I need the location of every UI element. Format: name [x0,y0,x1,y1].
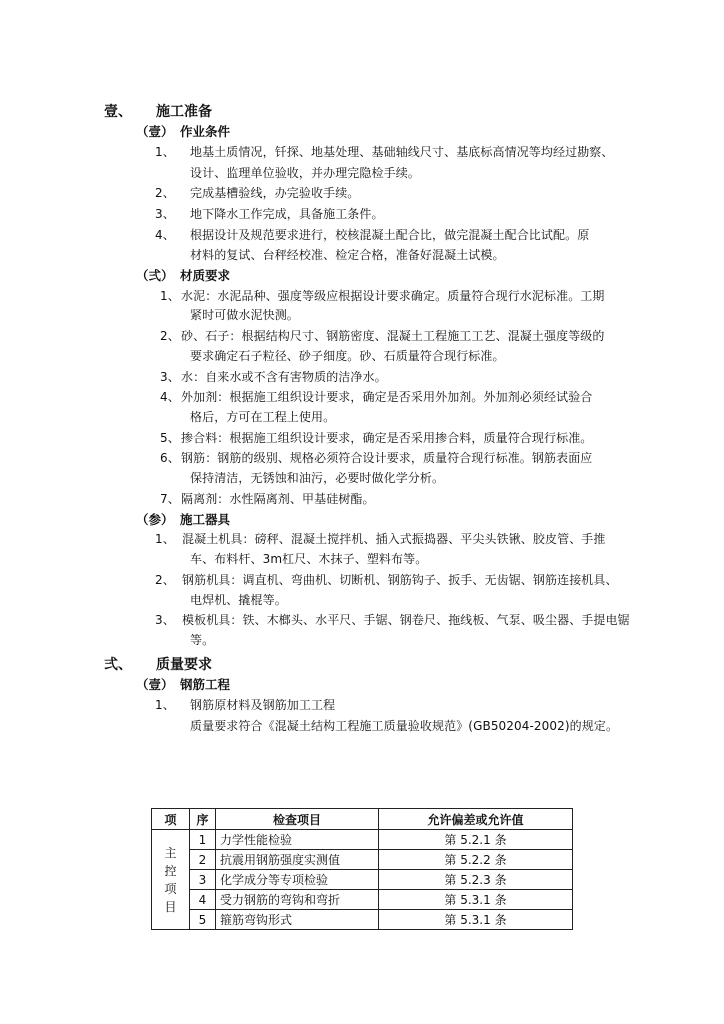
item-num: 1、 [155,532,175,546]
header-seq: 序 [190,809,216,830]
item-text: 紧时可做水泥快测。 [190,308,299,322]
header-category: 项 [152,809,190,830]
table-row [152,850,573,870]
subsection-num: （弍） [136,268,174,283]
item-text: 质量要求符合《混凝土结构工程施工质量验收规范》(GB50204-2002)的规定。 [190,719,619,733]
item-text: 地下降水工作完成，具备施工条件。 [190,207,384,221]
item-text: 砂、石子：根据结构尺寸、钢筋密度、混凝土工程施工工艺、混凝土强度等级的 [181,329,605,343]
item-num: 2、 [160,329,180,343]
item-text: 外加剂：根据施工组织设计要求，确定是否采用外加剂。外加剂必须经试验合 [181,390,593,404]
item-text: 钢筋机具：调直机、弯曲机、切断机、钢筋钩子、扳手、无齿锯、钢筋连接机具、 [182,573,618,587]
seq-cell: 4 [190,890,216,910]
item-cell: 力学性能检验 [216,830,379,850]
section-1-number: 壹、 [104,104,132,120]
item-num: 2、 [155,186,175,200]
item-text: 模板机具：铁、木榔头、水平尺、手锯、钢卷尺、拖线板、气泵、吸尘器、手提电锯 [182,613,630,627]
item-text: 格后，方可在工程上使用。 [190,410,336,424]
section-1-title: 施工准备 [156,104,212,120]
item-text: 水泥：水泥品种、强度等级应根据设计要求确定。质量符合现行水泥标准。工期 [181,289,605,303]
item-text: 混凝土机具：磅秤、混凝土搅拌机、插入式振捣器、平尖头铁锹、胶皮管、手推 [182,532,606,546]
item-num: 2、 [155,573,175,587]
subsection-title: 施工器具 [180,512,231,527]
item-text: 电焊机、撬棍等。 [190,593,287,607]
item-cell: 化学成分等专项检验 [216,870,379,890]
section-2-title: 质量要求 [156,657,212,673]
seq-cell: 5 [190,910,216,930]
value-cell: 第 5.2.2 条 [379,850,573,870]
seq-cell: 1 [190,830,216,850]
item-num: 4、 [160,390,180,404]
subsection-num: （壹） [136,124,174,139]
header-allowance: 允许偏差或允许值 [379,809,573,830]
value-cell: 第 5.2.3 条 [379,870,573,890]
item-num: 3、 [155,207,175,221]
item-text: 水：自来水或不含有害物质的洁净水。 [181,370,387,384]
section-2-number: 弍、 [104,657,132,673]
item-text: 等。 [190,633,215,647]
item-text: 根据设计及规范要求进行，校核混凝土配合比，做完混凝土配合比试配。原 [190,228,590,242]
item-text: 钢筋原材料及钢筋加工工程 [190,698,336,712]
item-text: 地基土质情况，钎探、地基处理、基础轴线尺寸、基底标高情况等均经过勘察、 [190,145,614,159]
value-cell: 第 5.2.1 条 [379,830,573,850]
group-label: 主控项目 [164,845,177,914]
seq-cell: 2 [190,850,216,870]
item-text: 钢筋：钢筋的级别、规格必须符合设计要求，质量符合现行标准。钢筋表面应 [181,451,593,465]
item-num: 4、 [155,228,175,242]
table-header-row [152,809,573,830]
value-cell: 第 5.3.1 条 [379,910,573,930]
item-cell: 箍筋弯钩形式 [216,910,379,930]
item-text: 材料的复试、台秤经校准、检定合格，准备好混凝土试模。 [190,248,505,262]
item-text: 保持清洁，无锈蚀和油污，必要时做化学分析。 [190,471,445,485]
table-row [152,830,573,850]
table-row [152,890,573,910]
subsection-num: （壹） [136,677,174,692]
item-num: 5、 [160,431,180,445]
table-row [152,870,573,890]
item-text: 掺合料：根据施工组织设计要求，确定是否采用掺合料，质量符合现行标准。 [181,431,593,445]
group-label-cell [152,830,190,930]
inspection-table [151,808,573,930]
subsection-title: 材质要求 [180,268,231,283]
item-num: 1、 [155,698,175,712]
subsection-title: 作业条件 [180,124,231,139]
subsection-num: （参） [136,512,174,527]
item-cell: 抗震用钢筋强度实测值 [216,850,379,870]
table-row [152,910,573,930]
item-text: 要求确定石子粒径、砂子细度。砂、石质量符合现行标准。 [190,349,505,363]
item-num: 1、 [160,289,180,303]
seq-cell: 3 [190,870,216,890]
item-text: 隔离剂：水性隔离剂、甲基硅树酯。 [181,492,375,506]
item-num: 1、 [155,145,175,159]
item-text: 车、布料杆、3m杠尺、木抹子、塑料布等。 [190,552,428,566]
subsection-title: 钢筋工程 [180,677,231,692]
header-item: 检查项目 [216,809,379,830]
item-num: 3、 [155,613,175,627]
item-num: 7、 [160,492,180,506]
value-cell: 第 5.3.1 条 [379,890,573,910]
item-text: 完成基槽验线，办完验收手续。 [190,186,360,200]
item-num: 3、 [160,370,180,384]
item-cell: 受力钢筋的弯钩和弯折 [216,890,379,910]
item-num: 6、 [160,451,180,465]
item-text: 设计、监理单位验收，并办理完隐检手续。 [190,166,420,180]
